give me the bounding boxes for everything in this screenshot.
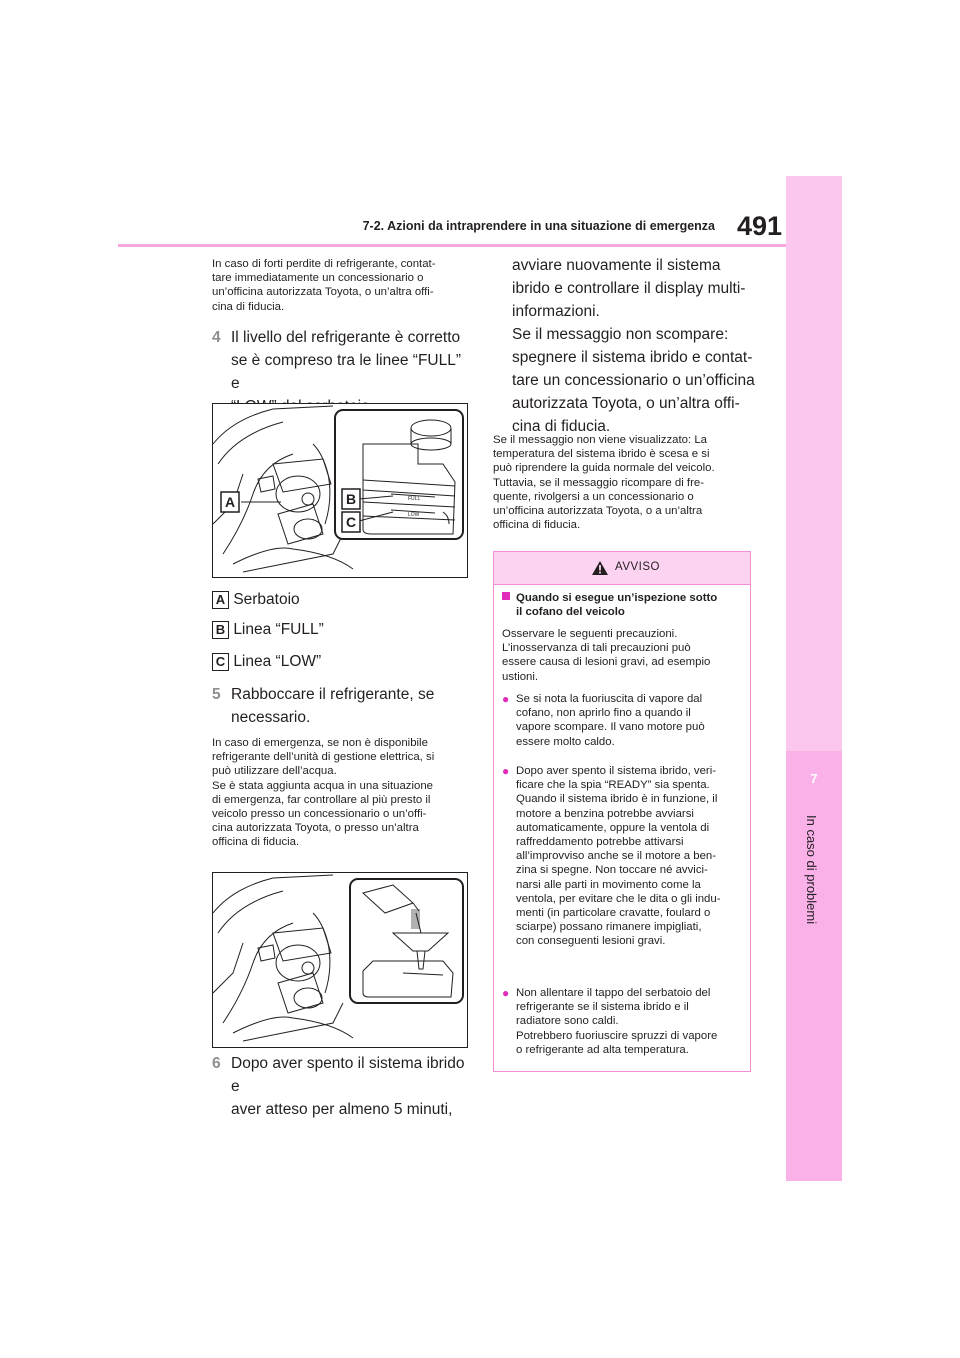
step-number: 6 xyxy=(212,1055,221,1072)
step-5 xyxy=(212,683,477,729)
warning-header xyxy=(494,552,750,585)
legend-key: C xyxy=(212,653,229,671)
low-mark-text: LOW xyxy=(408,512,420,518)
step-6 xyxy=(212,1052,477,1121)
legend-text: Linea “FULL” xyxy=(233,621,324,638)
legend-text: Serbatoio xyxy=(233,591,300,608)
warning-bullet-2 xyxy=(502,764,746,949)
legend-key: B xyxy=(212,621,229,639)
warning-bullet-text: Se si nota la fuoriuscita di vapore dal cofano, non aprirlo fino a quando il vapore scompare. Il vano motore può essere molto caldo. xyxy=(516,693,705,748)
page-number: 491 xyxy=(736,211,782,241)
chapter-title-text: In caso di problemi xyxy=(804,815,819,925)
square-bullet-icon xyxy=(502,592,510,600)
warning-box xyxy=(493,551,751,1072)
warning-bullet-1 xyxy=(502,692,746,749)
legend-item-c xyxy=(212,650,472,673)
message-note: Se il messaggio non viene visualizzato: La temperatura del sistema ibrido è scesa e si può riprendere la guida normale del veicolo. Tuttavia, se il messaggio ricompare di fre- quente, rivolgersi a un concessionario o un’officina autorizzata Toyota, o a un’altra officina di fiducia. xyxy=(493,434,715,532)
legend-item-a xyxy=(212,588,472,611)
callout-c: C xyxy=(345,514,357,530)
legend-text: Linea “LOW” xyxy=(233,653,322,670)
step-number: 5 xyxy=(212,686,221,703)
step-6-continued: avviare nuovamente il sistema ibrido e controllare il display multi- informazioni. Se il messaggio non scompare: spegnere il sistema ibrido e contat- tare un concessionario o un’officina autorizzata Toyota, o un’altra offi- cina di fiducia. xyxy=(512,257,755,435)
step-number: 4 xyxy=(212,329,221,346)
header-rule xyxy=(118,244,786,247)
legend-item-b xyxy=(212,618,472,641)
full-mark-text: FULL xyxy=(408,496,421,502)
reservoir-figure xyxy=(212,403,468,578)
refill-illustration xyxy=(213,873,467,1047)
chapter-number: 7 xyxy=(810,771,818,786)
warning-title: AVVISO xyxy=(615,561,660,573)
chapter-title xyxy=(804,815,824,985)
reservoir-illustration xyxy=(213,404,467,577)
section-title: 7-2. Azioni da intraprendere in una situazione di emergenza xyxy=(362,219,715,233)
warning-bullet-3 xyxy=(502,986,746,1057)
refill-figure xyxy=(212,872,468,1048)
callout-a: A xyxy=(224,494,236,510)
coolant-leak-note: In caso di forti perdite di refrigerante, contat- tare immediatamente un concessionario o un’officina autorizzata Toyota, o un’altra offi- cina di fiducia. xyxy=(212,258,436,313)
warning-subheading xyxy=(502,591,746,619)
chapter-side-tab xyxy=(786,176,842,751)
circle-bullet-icon: ● xyxy=(502,764,510,778)
emergency-water-note: In caso di emergenza, se non è disponibile refrigerante dell’unità di gestione elettrica, si può utilizzare dell’acqua. Se è stata aggiunta acqua in una situazione di emergenza, far controllare al più presto il veicolo presso un concessionario o un’offi- cina autorizzata Toyota, o presso un’altra officina di fiducia. xyxy=(212,737,435,849)
warning-subheading-text: Quando si esegue un’ispezione sotto il cofano del veicolo xyxy=(516,592,718,619)
step-text: Il livello del refrigerante è corretto se è compreso tra le linee “FULL” e xyxy=(231,329,462,392)
warning-triangle-icon xyxy=(591,560,609,576)
step-text: Rabboccare il refrigerante, se necessario. xyxy=(231,686,435,726)
warning-bullet-text: Non allentare il tappo del serbatoio del refrigerante se il sistema ibrido e il radiatore sono caldi. Potrebbero fuoriuscire spruzzi di vapore o refrigerante ad alta temperatura. xyxy=(516,987,718,1056)
callout-b: B xyxy=(345,491,357,507)
warning-bullet-text: Dopo aver spento il sistema ibrido, veri- ficare che la spia “READY” sia spenta. Quando il sistema ibrido è in funzione, il motore a benzina potrebbe avviarsi automaticamente, oppure la ventola di raffreddamento potrebbe attivarsi all’improvviso anche se il motore a ben- zina si spegne. Non toccare né avvici- narsi alle parti in movimento come la ventola, per evitare che le dita o gli indu- menti (in particolare cravatte, foulard o sciarpe) possano rimanere impigliati, con conseguenti lesioni gravi. xyxy=(516,765,721,948)
step-text: Dopo aver spento il sistema ibrido e aver atteso per almeno 5 minuti, xyxy=(231,1055,465,1118)
legend-key: A xyxy=(212,591,229,609)
circle-bullet-icon: ● xyxy=(502,986,510,1000)
circle-bullet-icon: ● xyxy=(502,692,510,706)
warning-intro: Osservare le seguenti precauzioni. L’inosservanza di tali precauzioni può essere causa di lesioni gravi, ad esempio ustioni. xyxy=(502,628,711,683)
